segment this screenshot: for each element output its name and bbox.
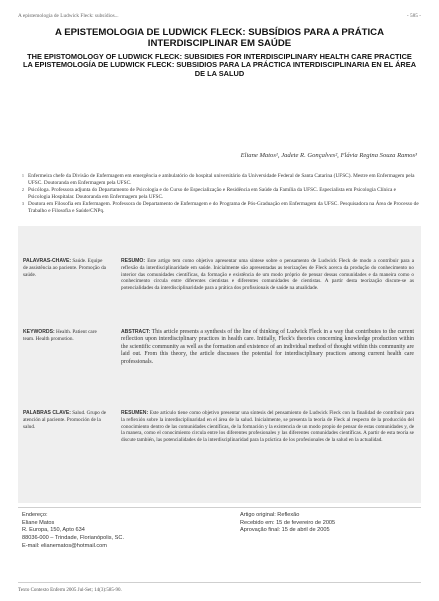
note-text: Enfermeira chefe da Divisão de Enfermagem em emergência e ambulatório do hospital universitário da Universidade Federal de Santa Catarina (UFSC). Mestre em Enfermagem pela UFSC. Doutoranda em Enfermagem pela UFSC.: [28, 173, 415, 186]
abstract-label: ABSTRACT:: [121, 329, 151, 335]
keywords-block: [23, 258, 108, 278]
address-street: R. Europa, 150, Apto 634: [22, 527, 85, 534]
keywords-block: [23, 329, 108, 343]
abstract-panel: [18, 226, 421, 503]
abstract-block: [121, 329, 414, 366]
author-affiliations: [22, 173, 419, 216]
abstract-label: RESUMO:: [121, 258, 146, 264]
abstract-text: Este artículo tiene como objetivo presentar una síntesis del pensamiento de Ludwick Fleck con la finalidad de contribuir para la reflexión sobre la interdisciplinaridad en el área de la salud. Inicialmente, se presenta la teoría de Fleck al respecto de la producción del conocimiento dentro de las comunidades científicas, de la formación y la existencia de un modo propio de pensar de estas comunidades y, de la manera, como el conocimiento circula entre los diferentes profesionales y las diferentes comunidades científicas. A partir de esta teoría se discute también, las potencialidades de la interdisciplinaridad para la práctica de los profesionales de la salud en la actualidad.: [121, 410, 414, 444]
abstract-text: This article presents a synthesis of the line of thinking of Ludwick Fleck in a way that contributes to the current reflection upon interdisciplinary practices in health care. Initially, Fleck's theories concerning knowledge production within the scientific community as well as the formation and existence of an individual method of thought within this community are laid out. From this theory, the article discusses the potential for interdisciplinary practices among current health care professionals.: [121, 329, 414, 365]
title-spanish: LA EPISTEMOLOGÍA DE LUDWICK FLECK: SUBSIDIOS PARA LA PRÁCTICA INTERDISCIPLINARIA EN EL ÁREA DE LA SALUD: [22, 60, 417, 78]
running-head: [18, 13, 421, 19]
page-number: - 585 -: [406, 13, 421, 19]
section-divider: [18, 507, 421, 508]
affiliation-note: [22, 201, 419, 215]
affiliation-note: [22, 187, 419, 201]
abstract-block: [121, 410, 414, 444]
keywords-text: Saúde. Equipe de assistência ao paciente. Promoção da saúde.: [23, 258, 106, 278]
keywords-label: KEYWORDS:: [23, 329, 55, 335]
abstract-label: RESUMEN:: [121, 410, 149, 416]
received-date: Recebido em: 15 de fevereiro de 2005: [240, 519, 336, 526]
keywords-text: Health. Patient care team. Health promotion.: [23, 329, 97, 342]
note-number: 2: [22, 188, 24, 193]
article-dates: [240, 512, 335, 535]
article-type: Artigo original: Reflexão: [240, 512, 300, 518]
title-portuguese: A EPISTEMOLOGIA DE LUDWICK FLECK: SUBSÍDIOS PARA A PRÁTICA INTERDISCIPLINAR EM SAÚDE: [54, 27, 385, 49]
author-list: Eliane Matos¹, Jadete R. Gonçalves², Flávia Regina Souza Ramos³: [240, 152, 417, 159]
abstract-block: [121, 258, 414, 292]
correspondence-address: [22, 512, 124, 551]
note-text: Doutora em Filosofia em Enfermagem. Professora do Departamento de Enfermagem e do Programa de Pós-Graduação em Enfermagem da UFSC. Pesquisadora na Área de Processo de Trabalho e Filosofia e Saúde/CNPq.: [28, 201, 419, 215]
article-titles: [20, 27, 419, 78]
running-head-title: A epistemologia de Ludwick Fleck: subsídios...: [18, 13, 119, 19]
keywords-block: [23, 410, 108, 430]
address-city: 88036-000 – Trindade, Florianópolis, SC.: [22, 535, 124, 542]
address-name: Eliane Matos: [22, 519, 55, 526]
keywords-text: Salud. Grupo de atención al paciente. Promoción de la salud.: [23, 410, 107, 430]
address-label: Endereço:: [22, 512, 48, 518]
address-email: E-mail: elianematos@hotmail.com: [22, 542, 107, 549]
abstract-text: Este artigo tem como objetivo apresentar uma síntese sobre o pensamento de Ludwick Fleck de modo a contribuir para a reflexão da interdisciplinaridade em saúde. Inicialmente são apresentadas as teorizações de Fleck acerca da produção do conhecimento no interior das comunidades científicas, da formação e existência de um modo próprio de pensar dessas comunidades e da maneira como o conhecimento circula entre diferentes cientistas e diferentes comunidades de cientistas. A partir desta teorização discute-se as potencialidades da interdisciplinaridade para a prática dos profissionais de saúde na atualidade.: [121, 258, 414, 292]
approved-date: Aprovação final: 15 de abril de 2005: [240, 527, 330, 534]
keywords-label: PALAVRAS-CHAVE:: [23, 258, 72, 264]
note-text: Psicóloga. Professora adjunta do Departamento de Psicologia e do Curso de Especialização e Residência em Saúde da Família da UFSC. Especialista em Psicologia Clínica e Psicologia Hospitalar. Doutoranda em Enfermagem pela UFSC.: [28, 187, 397, 200]
title-english: THE EPISTOMOLOGY OF LUDWICK FLECK: SUBSIDIES FOR INTERDISCIPLINARY HEALTH CARE PRACTICE: [27, 52, 412, 61]
affiliation-note: [22, 173, 419, 187]
note-number: 1: [22, 174, 24, 178]
keywords-label: PALABRAS CLAVE:: [23, 410, 71, 416]
journal-citation: Texto Contexto Enferm 2005 Jul-Set; 14(3):585-90.: [18, 588, 122, 593]
note-number: 3: [22, 202, 24, 207]
footer-divider: [18, 582, 421, 583]
